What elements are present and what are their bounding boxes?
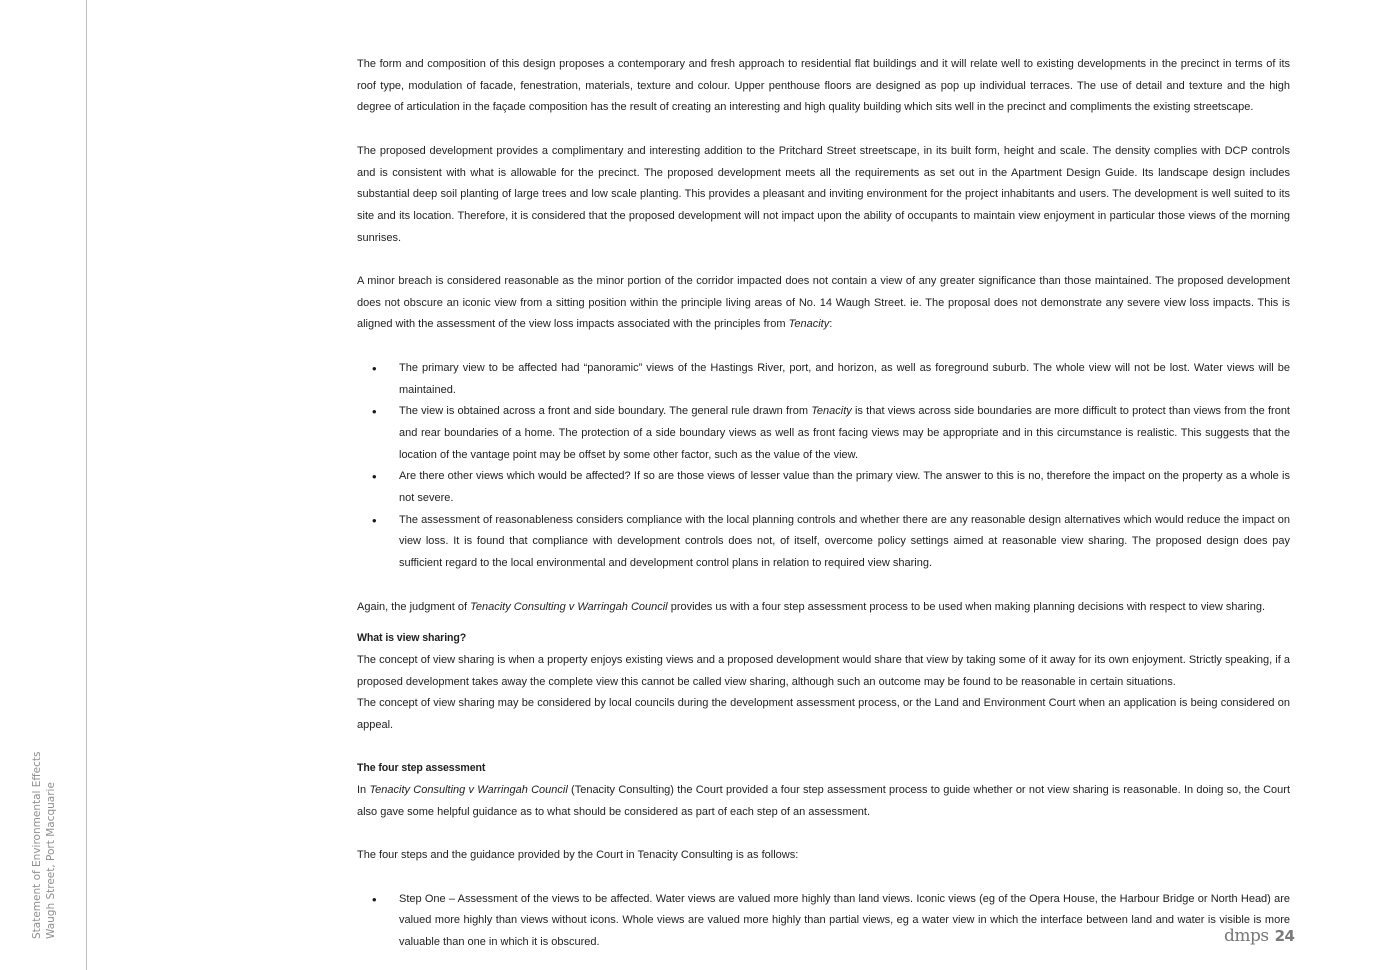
paragraph-streetscape: The proposed development provides a complimentary and interesting addition to the Pritchard Street streetscape, in its built form, height and scale. The density complies with DCP controls and is consistent with what is allowable for the precinct. The proposed development meets all the requirements as set out in the Apartment Design Guide. Its landscape design includes substantial deep soil planting of large trees and low scale planting. This provides a pleasant and inviting environment for the project inhabitants and users. The development is well suited to its site and its location. Therefore, it is considered that the proposed development will not impact upon the ability of occupants to maintain view enjoyment in particular those views of the morning sunrises. <box>357 144 1290 244</box>
four-step-bullet-list <box>357 889 1290 954</box>
paragraph-design-composition: The form and composition of this design proposes a contemporary and fresh approach to residential flat buildings and it will relate well to existing developments in the precinct in terms of its roof type, modulation of facade, fenestration, materials, texture and colour. Upper penthouse floors are designed as pop up individual terraces. The use of detail and texture and the high degree of articulation in the façade composition has the result of creating an interesting and high quality building which sits well in the precinct and compliments the existing streetscape. <box>357 58 1290 114</box>
page-number: 24 <box>1274 927 1295 945</box>
page-body <box>357 54 1290 954</box>
document-location: Waugh Street, Port Macquarie <box>45 782 57 939</box>
list-item <box>357 510 1290 575</box>
list-item <box>357 889 1290 954</box>
section-heading-four-step: The four step assessment <box>357 762 486 775</box>
bullet-text-pre: The view is obtained across a front and side boundary. The general rule drawn from <box>399 405 812 418</box>
bullet-text: Step One – Assessment of the views to be affected. Water views are valued more highly than land views. Iconic views (eg of the Opera House, the Harbour Bridge or North Head) are valued more highly than views without icons. Whole views are valued more highly than partial views, eg a water view in which the interface between land and water is visible is more valuable than one in which it is obscured. <box>399 892 1290 949</box>
list-item <box>357 401 1290 466</box>
dmps-logo: dmps <box>1224 926 1269 946</box>
bullet-text: Are there other views which would be affected? If so are those views of lesser value than the primary view. The answer to this is no, therefore the impact on the property as a whole is not severe. <box>399 470 1290 505</box>
case-name-italic: Tenacity <box>811 405 852 418</box>
paragraph-judgment-post: provides us with a four step assessment process to be used when making planning decisions with respect to view sharing. <box>667 600 1266 613</box>
paragraph-view-sharing-councils: The concept of view sharing may be considered by local councils during the development assessment process, or the Land and Environment Court when an application is being considered on appeal. <box>357 697 1290 732</box>
bullet-text-post: is that views across side boundaries are more difficult to protect than views from the front and rear boundaries of a home. The protection of a side boundary views as well as front facing views may be appropriate and in this circumstance is realistic. This suggests that the location of the vantage point may be offset by some other factor, such as the value of the view. <box>399 405 1290 461</box>
case-name-italic: Tenacity Consulting v Warringah Council <box>369 784 568 797</box>
paragraph-minor-breach-end: : <box>829 318 833 331</box>
footer-brand <box>1224 926 1294 946</box>
paragraph-four-steps-list-intro: The four steps and the guidance provided by the Court in Tenacity Consulting is as follows: <box>357 849 799 862</box>
paragraph-judgment-pre: Again, the judgment of <box>357 600 471 613</box>
list-item <box>357 466 1290 509</box>
paragraph-view-sharing-concept: The concept of view sharing is when a property enjoys existing views and a proposed development would share that view by taking some of it away for its own enjoyment. Strictly speaking, if a proposed development takes away the complete view this cannot be called view sharing, although such an outcome may be found to be reasonable in certain situations. <box>357 653 1290 688</box>
section-heading-view-sharing: What is view sharing? <box>357 632 467 645</box>
document-title: Statement of Environmental Effects <box>31 751 43 939</box>
paragraph-four-step-pre: In <box>357 784 370 797</box>
margin-divider <box>86 0 87 970</box>
case-name-italic: Tenacity Consulting v Warringah Council <box>470 600 668 613</box>
paragraph-four-step-post: (Tenacity Consulting) the Court provided a four step assessment process to guide whether or not view sharing is reasonable. In doing so, the Court also gave some helpful guidance as to what should be considered as part of each step of an assessment. <box>357 784 1291 818</box>
view-loss-bullet-list <box>357 358 1290 575</box>
paragraph-judgment <box>357 597 1290 619</box>
bullet-text: The primary view to be affected had “panoramic” views of the Hastings River, port, and horizon, as well as foreground suburb. The whole view will not be lost. Water views will be maintained. <box>399 361 1290 396</box>
bullet-text: The assessment of reasonableness considers compliance with the local planning controls and whether there are any reasonable design alternatives which would reduce the impact on view loss. It is found that compliance with development controls does not, of itself, overcome policy settings aimed at reasonable view sharing. The proposed design does pay sufficient regard to the local environmental and development control plans in relation to required view sharing. <box>399 513 1290 570</box>
list-item <box>357 358 1290 401</box>
paragraph-minor-breach-text: A minor breach is considered reasonable as the minor portion of the corridor impacted does not contain a view of any greater significance than those maintained. The proposed development does not obscure an iconic view from a sitting position within the principle living areas of No. 14 Waugh Street. ie. The proposal does not demonstrate any severe view loss impacts. This is aligned with the assessment of the view loss impacts associated with the principles from <box>357 275 1290 331</box>
paragraph-minor-breach <box>357 271 1290 336</box>
case-name-italic: Tenacity <box>788 318 830 331</box>
document-side-caption <box>30 752 58 939</box>
paragraph-four-step-intro <box>357 780 1290 823</box>
